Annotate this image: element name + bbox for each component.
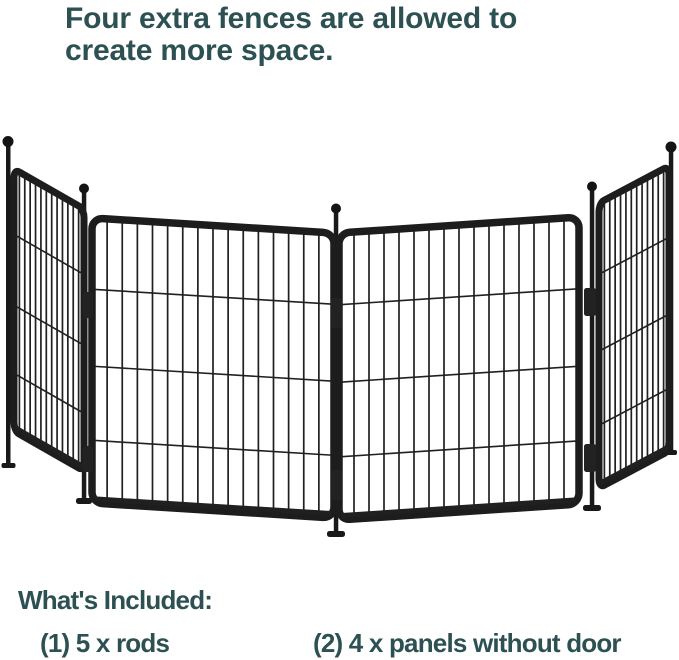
hinge-icon <box>331 470 342 500</box>
fence-panel-2 <box>92 218 334 518</box>
included-item-panels: (2) 4 x panels without door <box>313 628 621 658</box>
included-item-rods: (1) 5 x rods <box>40 628 170 658</box>
fence-panel-4 <box>599 166 669 488</box>
headline-line1: Four extra fences are allowed to <box>65 2 518 35</box>
hinge-icon <box>331 298 342 328</box>
fence-panel-3 <box>339 217 579 520</box>
fence-panel-1 <box>14 169 84 471</box>
hinge-icon <box>584 288 596 316</box>
hinge-icon <box>584 444 596 472</box>
hinge-icon <box>83 292 93 318</box>
headline-line2: create more space. <box>65 34 334 67</box>
whats-included-label: What's Included: <box>18 585 213 615</box>
hinge-icon <box>83 446 93 472</box>
